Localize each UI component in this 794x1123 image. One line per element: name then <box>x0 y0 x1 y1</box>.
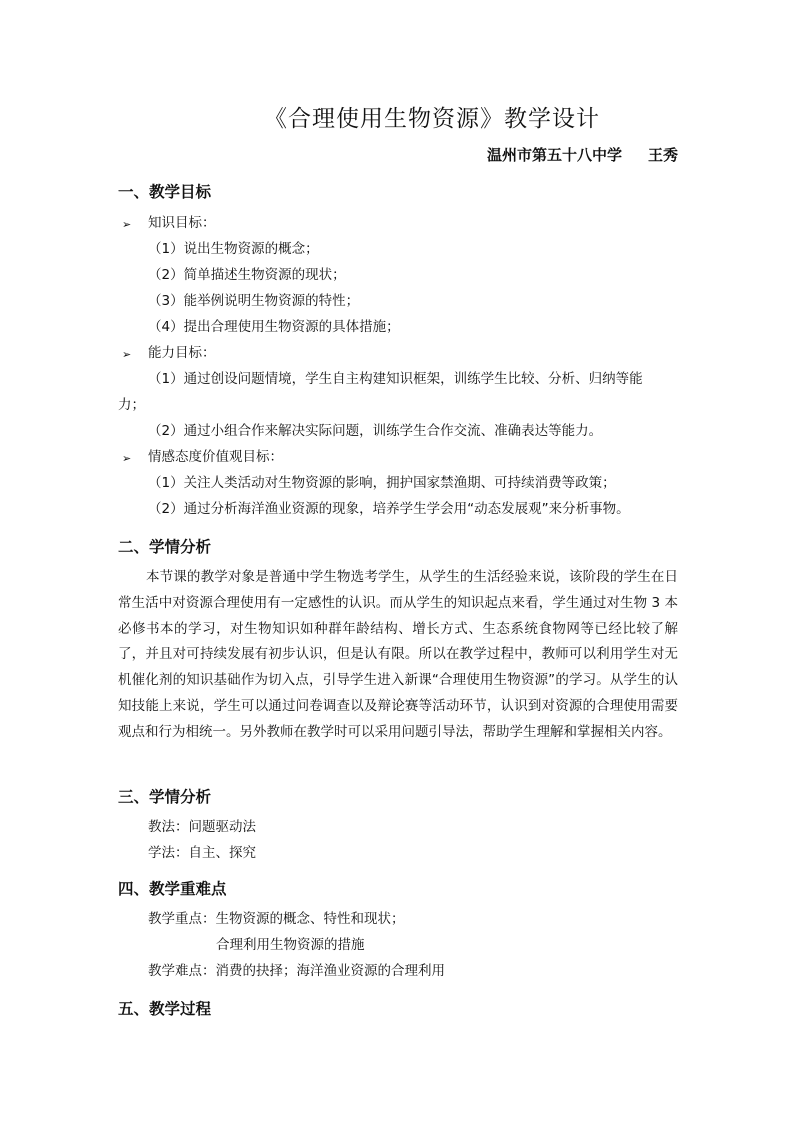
arrow-bullet-icon: ➢ <box>122 218 132 231</box>
student-analysis-paragraph: 本节课的教学对象是普通中学生物选考学生，从学生的生活经验来说，该阶段的学生在日常生活中对资源合理使用有一定感性的认识。而从学生的知识起点来看，学生通过对生物 3 本必修书本的学习，对生物知识如种群年龄结构、增长方式、生态系统食物网等已经比较了解了，并且对可持续发展有初步认识，但是认有限。所以在教学过程中，教师可以利用学生对无机催化剂的知识基础作为切入点，引导学生进入新课“合理使用生物资源”的学习。从学生的认知技能上来说，学生可以通过问卷调查以及辩论赛等活动环节，认识到对资源的合理使用需要观点和行为相统一。另外教师在教学时可以采用问题引导法，帮助学生理解和掌握相关内容。 <box>118 569 678 740</box>
learning-method: 学法：自主、探究 <box>148 845 256 861</box>
section-heading-objectives: 一、教学目标 <box>118 183 212 201</box>
section-heading-student-analysis: 二、学情分析 <box>118 538 212 556</box>
teaching-method: 教法：问题驱动法 <box>148 819 256 835</box>
difficult-point-item: 消费的抉择；海洋渔业资源的合理利用 <box>215 963 445 979</box>
knowledge-goal-item: （1）说出生物资源的概念； <box>148 241 319 257</box>
emotion-goals-label: 情感态度价值观目标： <box>148 449 283 465</box>
section-heading-key-points: 四、教学重难点 <box>118 880 227 898</box>
emotion-goal-item: （1）关注人类活动对生物资源的影响，拥护国家禁渔期、可持续消费等政策； <box>148 475 616 491</box>
ability-goals-label: 能力目标： <box>148 345 216 361</box>
difficult-points-line <box>148 965 445 979</box>
ability-goal-item-continued: 力； <box>118 397 145 413</box>
author-line <box>487 144 678 165</box>
arrow-bullet-icon: ➢ <box>122 452 132 465</box>
knowledge-goal-item: （4）提出合理使用生物资源的具体措施； <box>148 319 400 335</box>
ability-goal-item: （2）通过小组合作来解决实际问题，训练学生合作交流、准确表达等能力。 <box>148 423 603 439</box>
knowledge-goal-item: （3）能举例说明生物资源的特性； <box>148 293 360 309</box>
section-heading-methods: 三、学情分析 <box>118 788 212 806</box>
difficult-points-label: 教学难点： <box>148 963 216 979</box>
key-point-item: 生物资源的概念、特性和现状； <box>215 911 405 927</box>
key-point-item: 合理利用生物资源的措施 <box>216 937 365 953</box>
emotion-goal-item: （2）通过分析海洋渔业资源的现象，培养学生学会用“动态发展观”来分析事物。 <box>148 501 630 517</box>
knowledge-goal-item: （2）简单描述生物资源的现状； <box>148 267 346 283</box>
arrow-bullet-icon: ➢ <box>122 348 132 361</box>
key-points-label: 教学重点： <box>148 911 216 927</box>
section-heading-process: 五、教学过程 <box>118 1000 212 1018</box>
key-points-line <box>148 913 405 927</box>
knowledge-goals-label: 知识目标： <box>148 215 216 231</box>
document-title: 《合理使用生物资源》教学设计 <box>264 106 600 132</box>
author-name: 王秀 <box>647 146 678 164</box>
ability-goal-item: （1）通过创设问题情境，学生自主构建知识框架，训练学生比较、分析、归纳等能 <box>148 371 643 387</box>
author-school: 温州市第五十八中学 <box>486 146 622 164</box>
